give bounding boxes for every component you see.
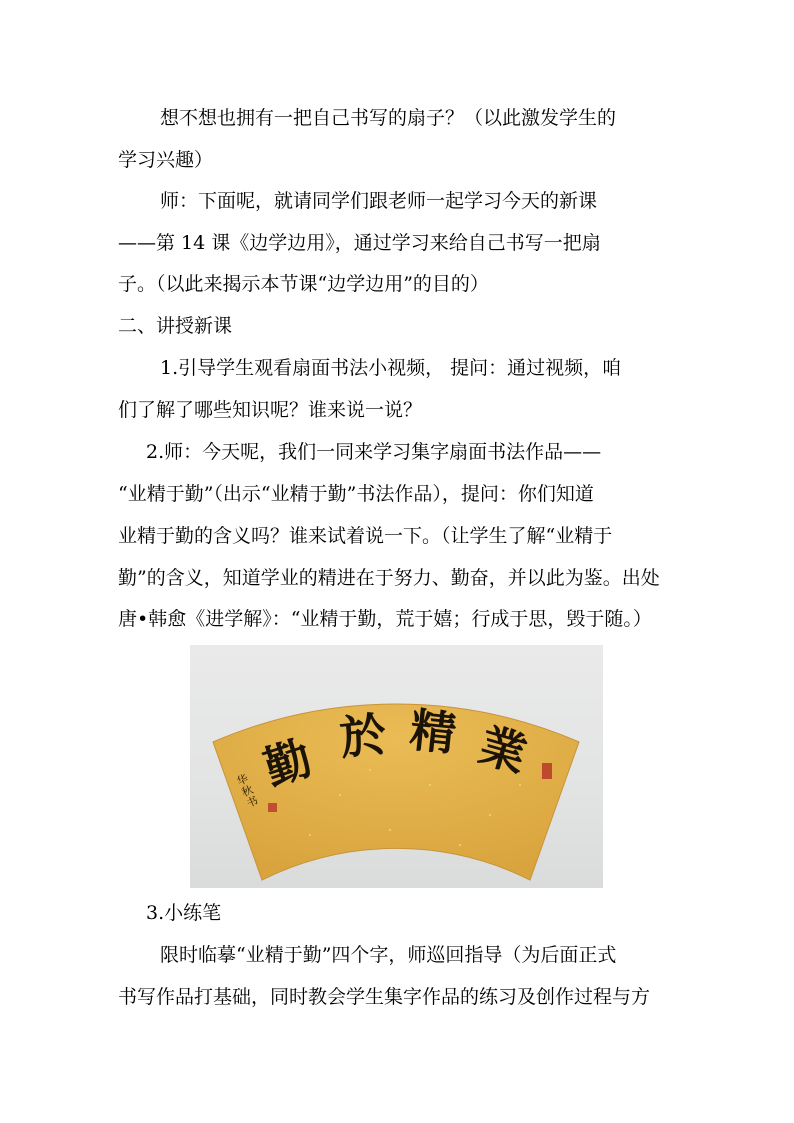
paragraph-line: 书写作品打基础，同时教会学生集字作品的练习及创作过程与方 <box>118 986 651 1008</box>
fan-shape <box>190 645 603 888</box>
paragraph-line: 唐•韩愈《进学解》：“业精于勤，荒于嬉；行成于思，毁于随。） <box>118 608 652 630</box>
section-heading: 二、讲授新课 <box>118 315 233 337</box>
section-heading: 3.小练笔 <box>146 902 222 924</box>
calligraphy-character: 精 <box>407 702 459 762</box>
calligraphy-character: 勤 <box>257 730 319 796</box>
fan-calligraphy-photo <box>190 645 603 888</box>
paragraph-line: 子。（以此来揭示本节课“边学边用”的目的） <box>118 273 489 295</box>
paragraph-line: 们了解了哪些知识呢？谁来说一说？ <box>118 399 423 421</box>
paragraph-line: 想不想也拥有一把自己书写的扇子？（以此激发学生的 <box>160 107 617 129</box>
paragraph-line: “业精于勤”（出示“业精于勤”书法作品），提问：你们知道 <box>118 483 594 505</box>
paragraph-line: 学习兴趣） <box>118 149 214 171</box>
fan-inscription: 华 秋 书 <box>234 772 260 811</box>
paragraph-line: 勤”的含义，知道学业的精进在于努力、勤奋，并以此为鉴。出处 <box>118 567 660 589</box>
paragraph-line: 限时临摹“业精于勤”四个字，师巡回指导（为后面正式 <box>160 944 617 966</box>
calligraphy-character: 於 <box>337 706 389 766</box>
paragraph-line: ——第 14 课《边学边用》，通过学习来给自己书写一把扇 <box>118 232 601 254</box>
paragraph-line: 2.师：今天呢，我们一同来学习集字扇面书法作品—— <box>146 441 602 463</box>
paragraph-line: 师：下面呢，就请同学们跟老师一起学习今天的新课 <box>160 190 598 212</box>
paragraph-line: 业精于勤的含义吗？谁来试着说一下。（让学生了解“业精于 <box>118 525 613 547</box>
paragraph-line: 1.引导学生观看扇面书法小视频， 提问：通过视频，咱 <box>160 357 622 379</box>
calligraphy-character: 業 <box>473 717 533 783</box>
